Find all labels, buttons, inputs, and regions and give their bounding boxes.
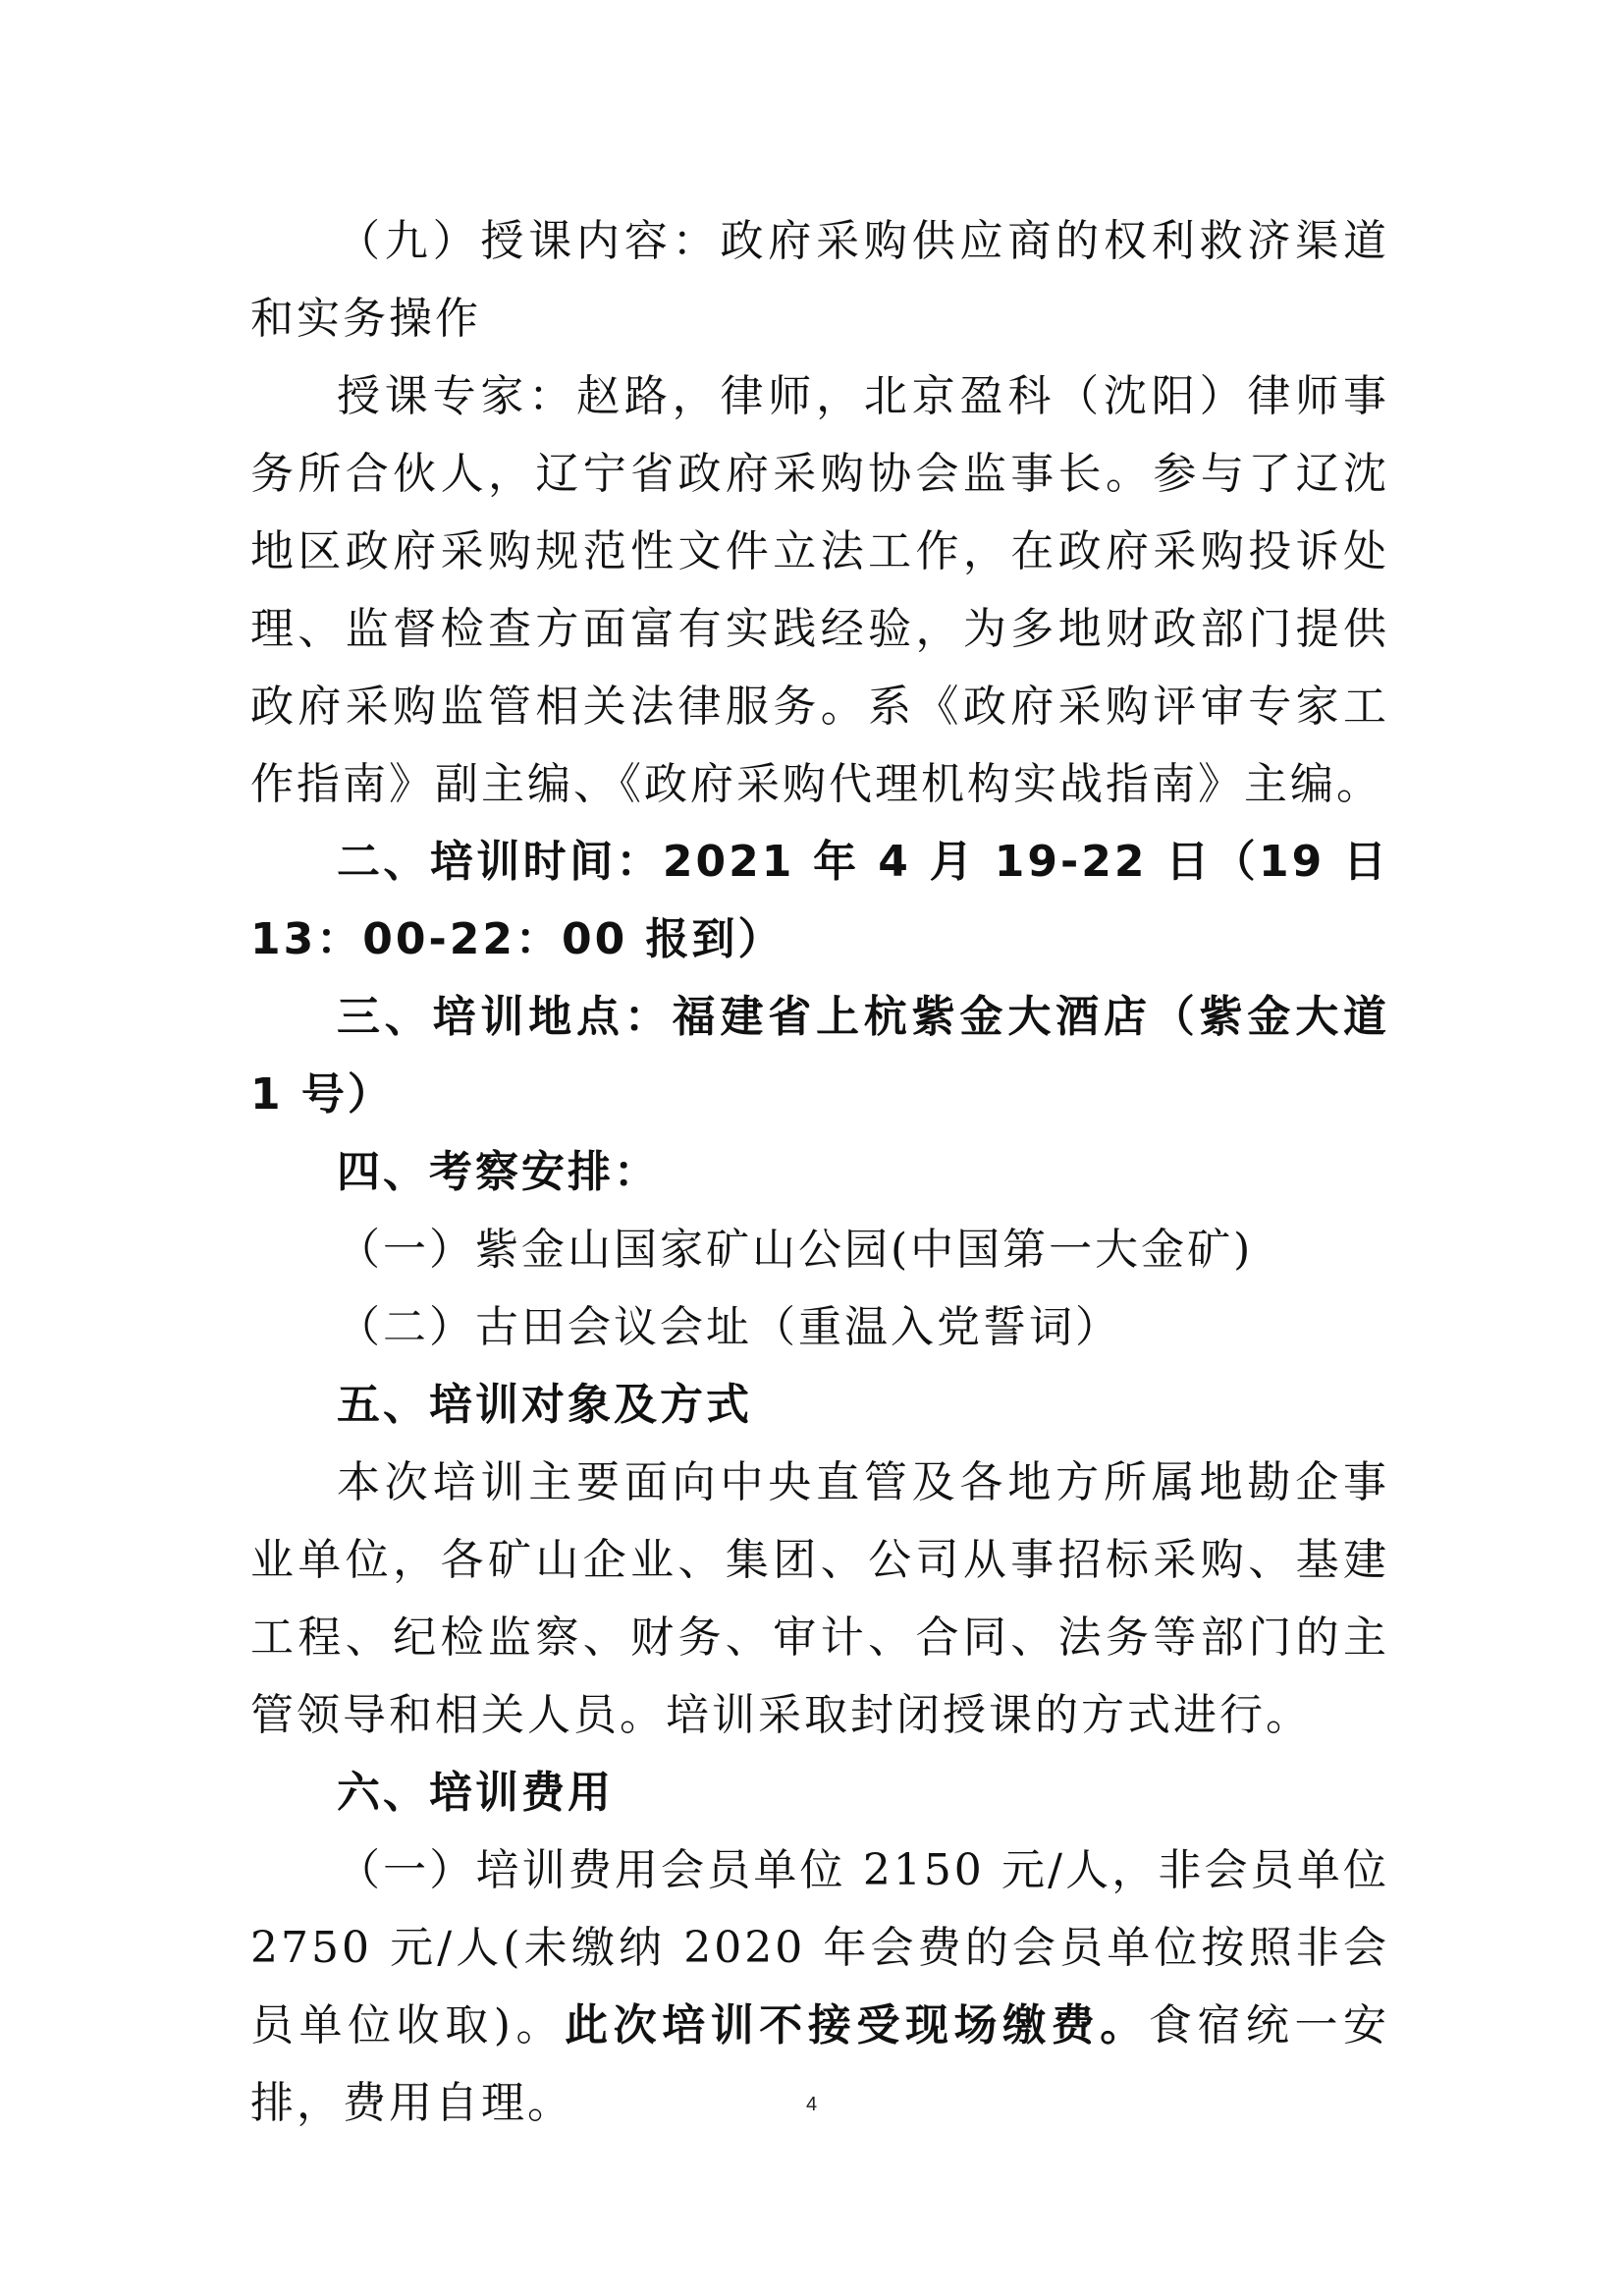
inspection-item-1: （一）紫金山国家矿山公园(中国第一大金矿)	[337, 1225, 1254, 1275]
fees-item-1-text: （一）培训费用会员单位 2150 元/人，非会员单位 2750 元/人(未缴纳 2020 年会费的会员单位按照非会员单位收取)。	[250, 1845, 1389, 2050]
fees-bold-note: 此次培训不接受现场缴费。	[565, 2000, 1149, 2050]
audience-heading: 五、培训对象及方式	[337, 1380, 752, 1430]
fees-tail: 食宿统一安排，费用自理。	[250, 2000, 1390, 2128]
section-9-expert: 授课专家：赵路，律师，北京盈科（沈阳）律师事务所合伙人，辽宁省政府采购协会监事长。参与了辽沈地区政府采购规范性文件立法工作，在政府采购投诉处理、监督检查方面富有实践经验，为多地财政部门提供政府采购监管相关法律服务。系《政府采购评审专家工作指南》副主编、《政府采购代理机构实战指南》主编。	[250, 371, 1389, 809]
audience-body: 本次培训主要面向中央直管及各地方所属地勘企事业单位，各矿山企业、集团、公司从事招标采购、基建工程、纪检监察、财务、审计、合同、法务等部门的主管领导和相关人员。培训采取封闭授课的方式进行。	[250, 1457, 1389, 1740]
inspection-item-2: （二）古田会议会址（重温入党誓词）	[337, 1302, 1121, 1352]
page-number: 4	[805, 2094, 818, 2115]
document-body	[250, 202, 1389, 2142]
training-location: 三、培训地点：福建省上杭紫金大酒店（紫金大道 1 号）	[250, 992, 1389, 1120]
section-9-title: （九）授课内容：政府采购供应商的权利救济渠道和实务操作	[250, 216, 1389, 344]
inspection-heading: 四、考察安排：	[337, 1147, 660, 1197]
fees-heading: 六、培训费用	[337, 1768, 614, 1818]
training-time: 二、培训时间：2021 年 4 月 19-22 日（19 日 13：00-22：00 报到）	[250, 837, 1389, 964]
